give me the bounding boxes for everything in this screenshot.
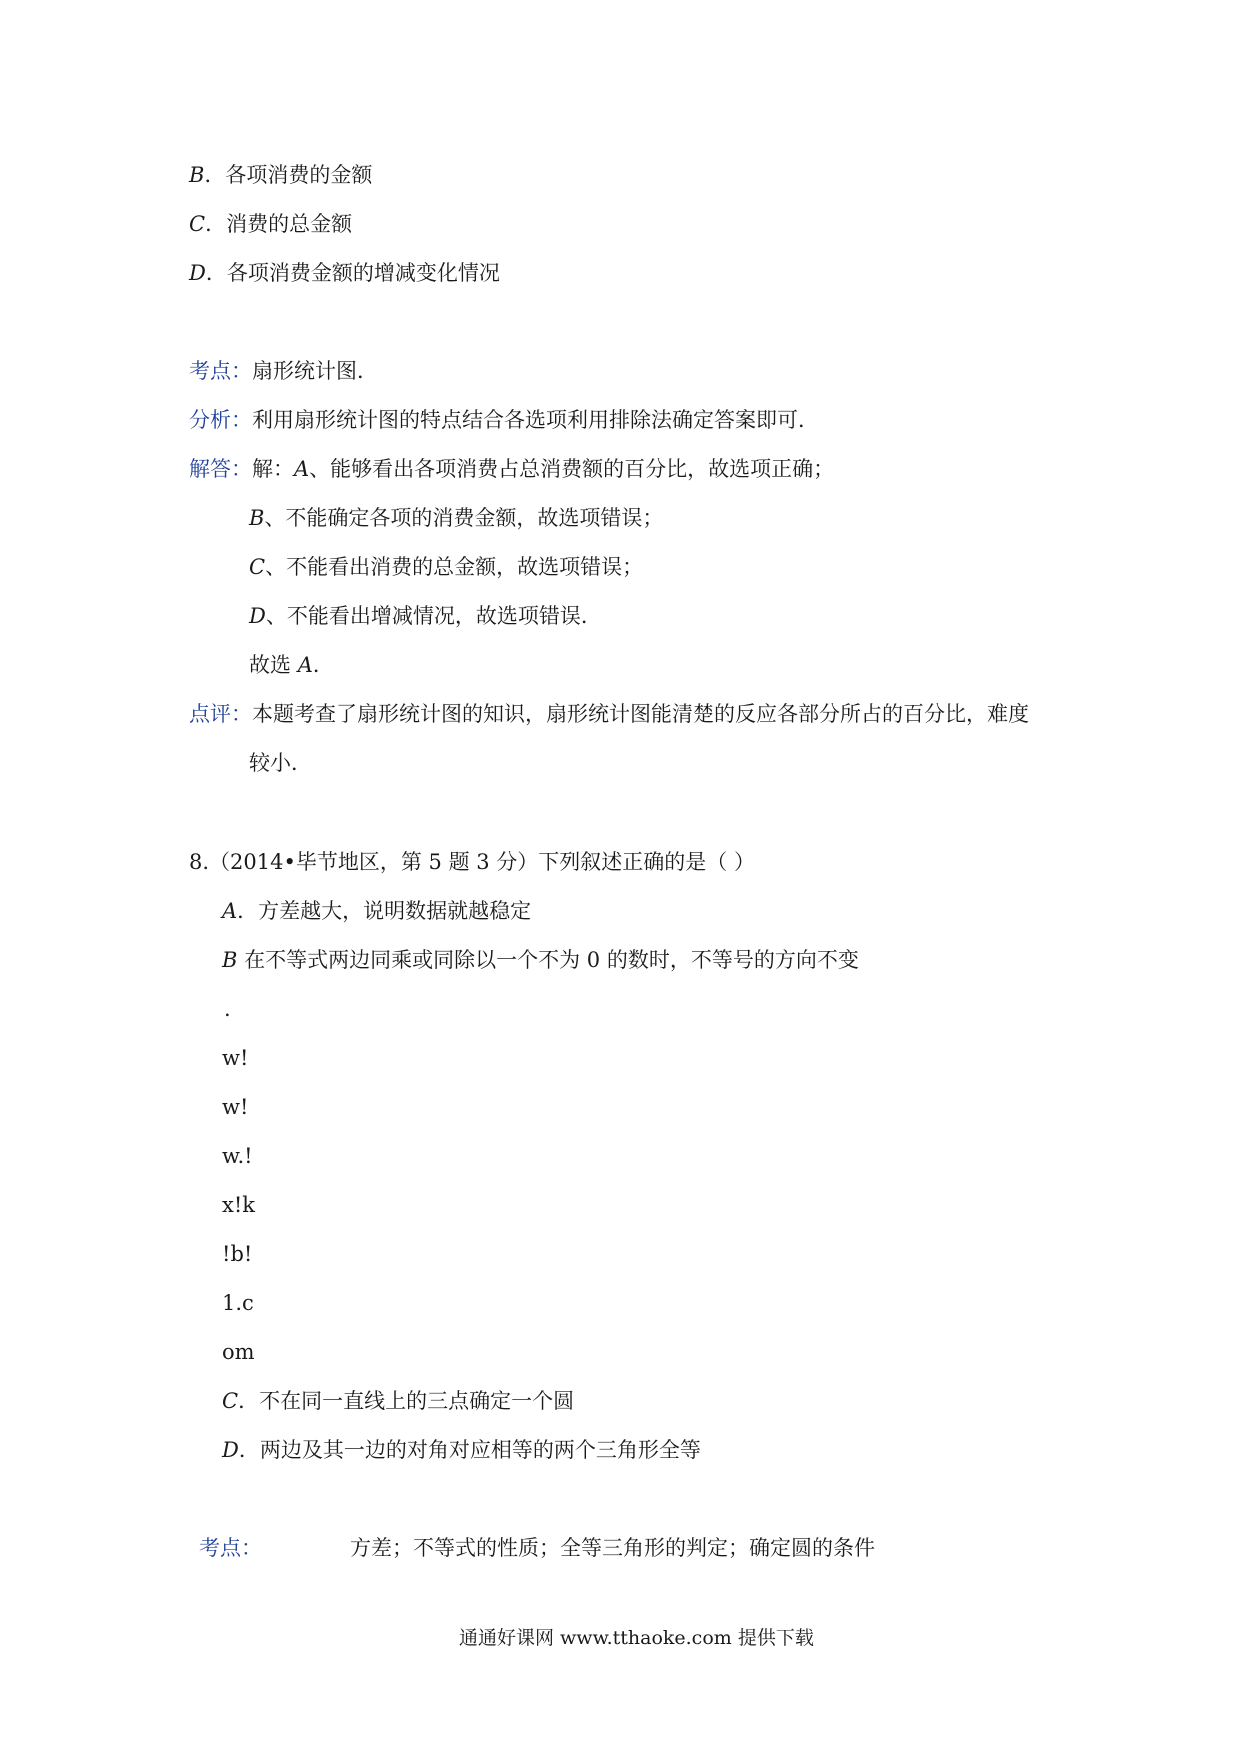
jieda-letter: A — [294, 457, 310, 481]
dianping-text: 本题考查了扇形统计图的知识，扇形统计图能清楚的反应各部分所占的百分比，难度 — [252, 702, 1029, 726]
watermark-fragment: x!k — [222, 1193, 256, 1217]
jieda-pre: 解： — [252, 457, 294, 481]
jieda-line-c — [249, 553, 643, 581]
option-text: ．各项消费的金额 — [204, 163, 373, 187]
jieda-letter: C — [249, 555, 266, 579]
dianping-text-2: 较小． — [249, 751, 312, 775]
option-letter: C — [222, 1389, 239, 1413]
jieda-line-d — [249, 602, 602, 630]
option-letter: B — [189, 163, 205, 187]
q8-option-c — [222, 1387, 574, 1415]
jieda-pre: 故选 — [249, 653, 298, 677]
q8-option-b — [222, 946, 859, 974]
option-text: ．各项消费金额的增减变化情况 — [205, 261, 500, 285]
q8-option-a — [222, 897, 531, 925]
option-letter: A — [222, 899, 238, 923]
jieda-letter: B — [249, 506, 265, 530]
dianping-row — [189, 700, 1029, 728]
dianping-row-2 — [249, 749, 312, 777]
jieda-line-b — [249, 504, 663, 532]
jieda-letter: D — [249, 604, 266, 628]
option-text: ．两边及其一边的对角对应相等的两个三角形全等 — [238, 1438, 701, 1462]
jieda-conclusion — [249, 651, 334, 679]
kaodian-row — [189, 357, 378, 385]
option-letter: D — [189, 261, 206, 285]
jieda-label: 解答： — [189, 457, 252, 481]
watermark-fragment: w! — [222, 1095, 249, 1119]
q8-kaodian-label: 考点： — [199, 1536, 262, 1560]
option-c — [189, 210, 352, 238]
option-letter: B — [222, 948, 238, 972]
watermark-fragment: . — [224, 997, 231, 1021]
jieda-text: 、不能确定各项的消费金额，故选项错误； — [264, 506, 664, 530]
option-b — [189, 161, 372, 189]
kaodian-label: 考点： — [189, 359, 252, 383]
watermark-fragment: w! — [222, 1046, 249, 1070]
watermark-fragment: !b! — [222, 1242, 253, 1266]
watermark-fragment: 1.c — [222, 1291, 254, 1315]
dianping-label: 点评： — [189, 702, 252, 726]
option-text: ．方差越大，说明数据就越稳定 — [237, 899, 532, 923]
q8-option-d — [222, 1436, 701, 1464]
fenxi-label: 分析： — [189, 408, 252, 432]
jieda-text: 、不能看出消费的总金额，故选项错误； — [265, 555, 644, 579]
jieda-text: 、能够看出各项消费占总消费额的百分比，故选项正确； — [309, 457, 835, 481]
jieda-row — [189, 455, 834, 483]
watermark-fragment: om — [222, 1340, 255, 1364]
option-letter: C — [189, 212, 206, 236]
question-8-stem — [189, 848, 755, 876]
fenxi-row — [189, 406, 819, 434]
jieda-text: ． — [312, 653, 334, 677]
option-text: ．不在同一直线上的三点确定一个圆 — [238, 1389, 575, 1413]
q8-kaodian-text: 方差；不等式的性质；全等三角形的判定；确定圆的条件 — [350, 1536, 875, 1560]
question-stem-text: 8.（2014•毕节地区，第 5 题 3 分）下列叙述正确的是（ ） — [189, 850, 755, 874]
fenxi-text: 利用扇形统计图的特点结合各选项利用排除法确定答案即可． — [252, 408, 819, 432]
page-footer: 通通好课网 www.tthaoke.com 提供下载 — [459, 1627, 814, 1649]
option-text: ．消费的总金额 — [205, 212, 353, 236]
jieda-letter: A — [297, 653, 313, 677]
kaodian-text: 扇形统计图． — [252, 359, 378, 383]
option-text: 在不等式两边同乘或同除以一个不为 0 的数时，不等号的方向不变 — [237, 948, 859, 972]
watermark-fragment: w.! — [222, 1144, 253, 1168]
option-letter: D — [222, 1438, 239, 1462]
jieda-text: 、不能看出增减情况，故选项错误． — [265, 604, 602, 628]
option-d — [189, 259, 500, 287]
